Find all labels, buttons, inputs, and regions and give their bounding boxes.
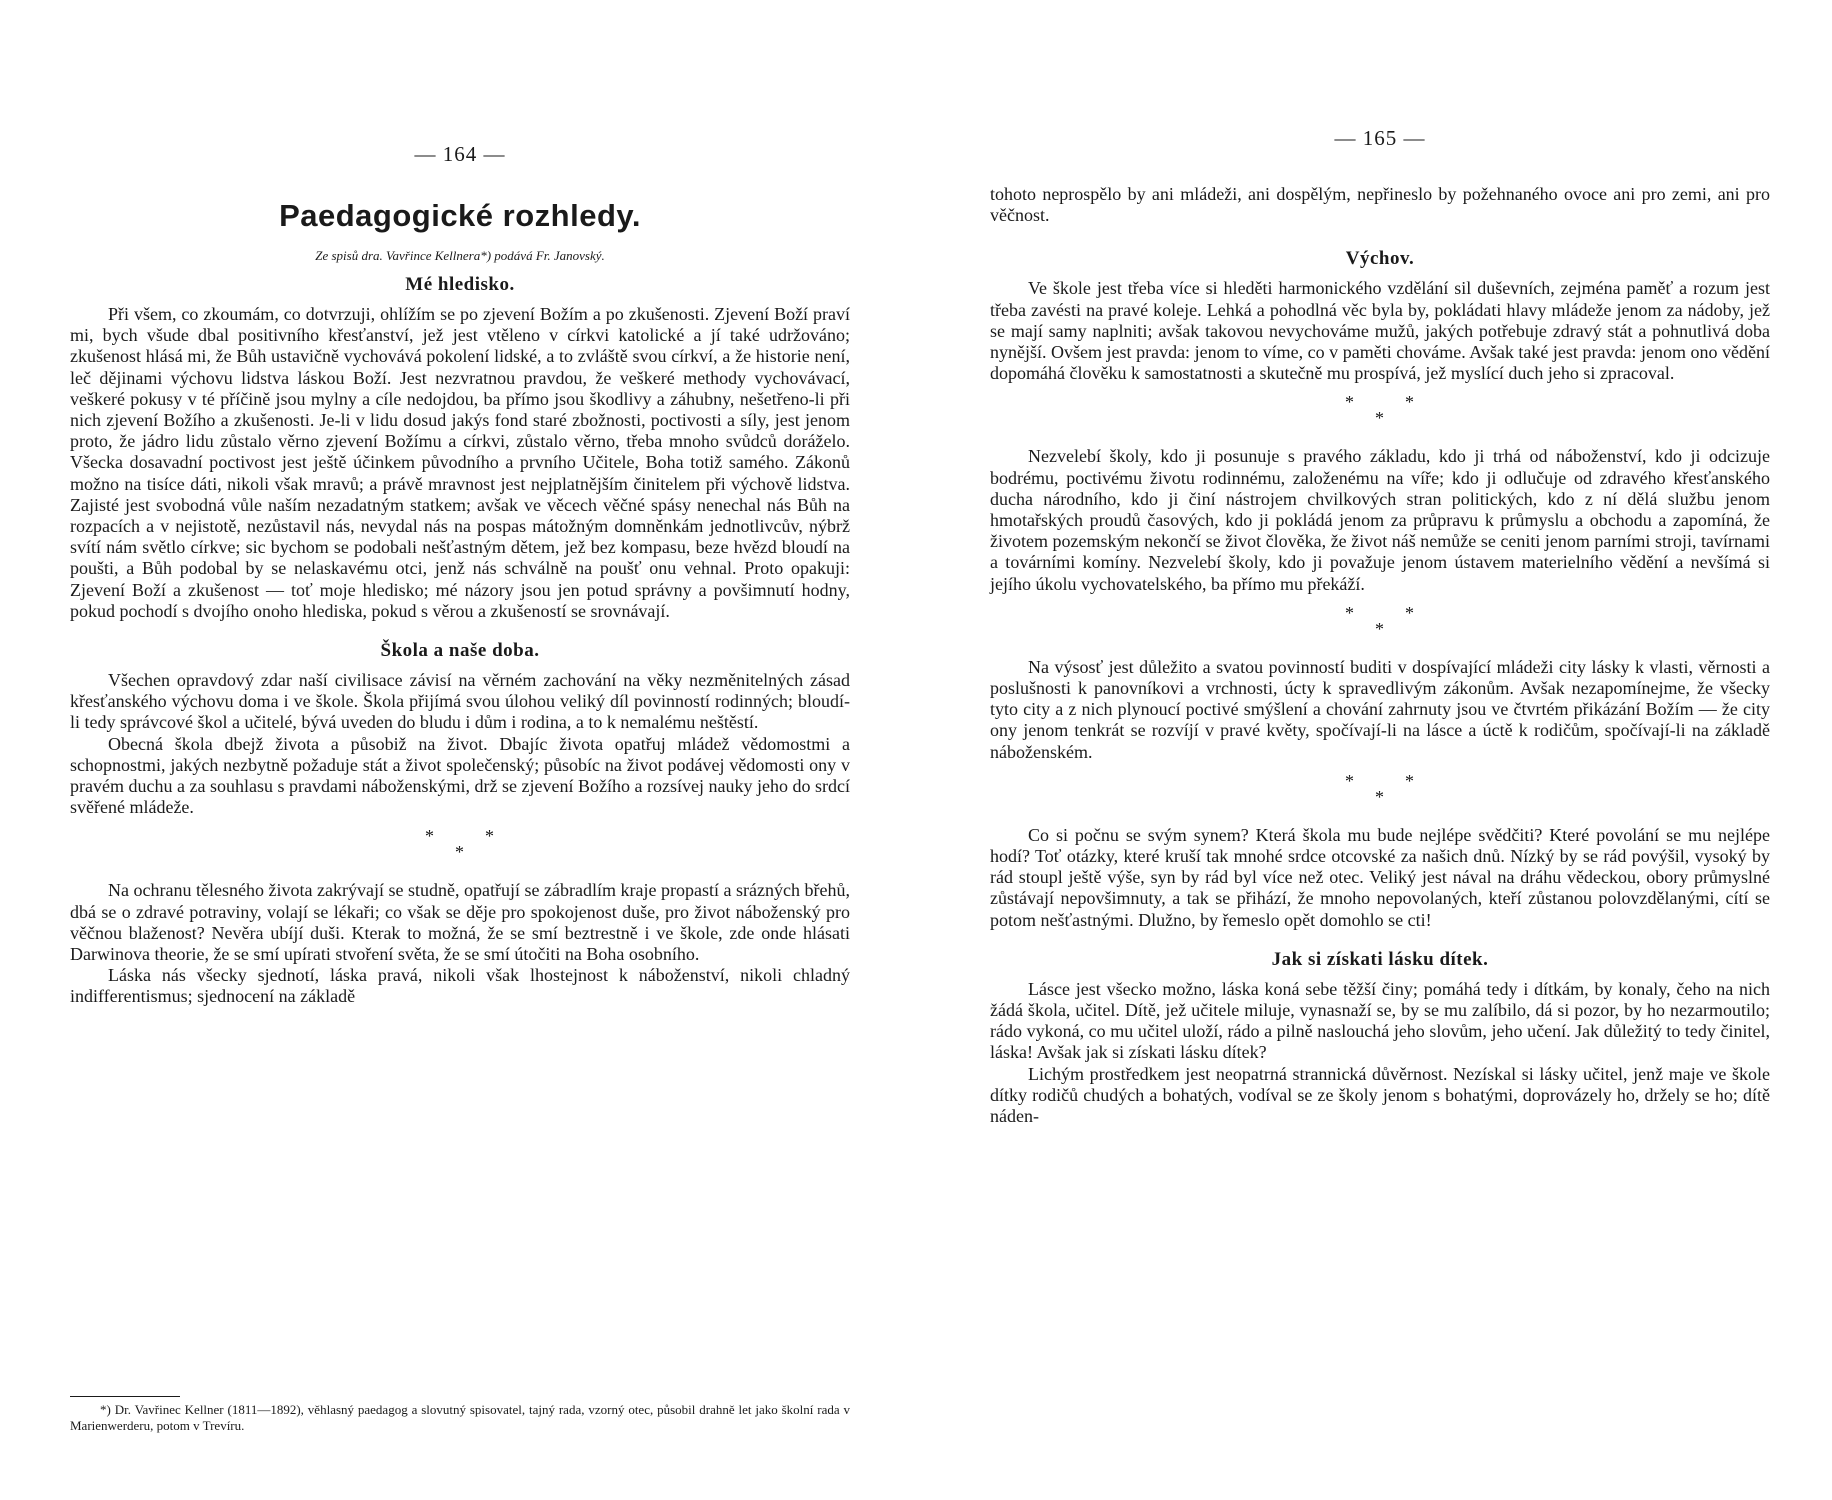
paragraph: Na výsosť jest důležito a svatou povinností buditi v dospívající mládeži city lásky k vlasti, věrnosti a poslušnosti k panovníkovi a vrchnosti, úcty k spravedlivým zákonům. Avšak nezapomínejme, že všecky tyto city a z nich plynoucí poctivé smýšlení a chování zahrnuty jsou ve čtvrtém přikázání Božím — že city ony jenom tenkrát se rozvíjí v pravé květy, spočívají-li na lásce a úctě k rodičům, spočívají-li na základě náboženském. [990, 656, 1770, 762]
asterisk: * [1345, 392, 1354, 413]
asterisk: * [1375, 408, 1384, 429]
paragraph: Ve škole jest třeba více si hleděti harmonického vzdělání sil duševních, zejména paměť a rozum jest třeba zavésti na pravé koleje. Lehká a pohodlná věc byla by, pokládati hlavy mládeže jenom za nádoby, jež se mají samy naplniti; avšak takovou nevychováme mužů, jakých potřebuje zdravý stát a pohnutlivá doba nynější. Ovšem jest pravda: jenom to víme, co v paměti chováme. Avšak také jest pravda: jenom ono vědění dopomáhá člověku k samostatnosti a skutečně mu prospívá, jež myslící duch jeho si zpracoval. [990, 278, 1770, 384]
paragraph: Všechen opravdový zdar naší civilisace závisí na věrném zachování na věky nezměnitelných zásad křesťanského výchovu doma i ve škole. Škola přijímá svou úlohou veliký díl povinností rodinných; bloudí-li tedy správcové škol a učitelé, bývá uveden do bludu i dům i rodina, a to k nemalému neštěstí. [70, 670, 850, 733]
section-divider-asterisks [990, 603, 1770, 643]
right-page-body [990, 184, 1770, 1127]
asterisk: * [1375, 618, 1384, 639]
section-heading-vychov: Výchov. [1345, 248, 1415, 270]
paragraph: Lásce jest všecko možno, láska koná sebe těžší činy; pomáhá tedy i dítkám, by konaly, čeho na nich žádá škola, učitel. Dítě, jež učitele miluje, vynasnaží se, by se mu zalíbilo, dá si pozor, by ho nezarmoutilo; rádo vykoná, co mu učitel uloží, rádo a pilně naslouchá jeho slovům, jeho učení. Jak důležitý to tedy činitel, láska! Avšak jak si získati lásku dítek? [990, 978, 1770, 1063]
page-number-right: — 165 — [1334, 126, 1426, 150]
article-byline: Ze spisů dra. Vavřince Kellnera*) podává Fr. Janovský. [315, 248, 605, 263]
section-divider-asterisks [70, 826, 850, 866]
paragraph-continuation: tohoto neprospělo by ani mládeži, ani dospělým, nepřineslo by požehnaného ovoce ani pro zemi, ani pro věčnost. [990, 184, 1770, 226]
footnote: *) Dr. Vavřinec Kellner (1811—1892), věhlasný paedagog a slovutný spisovatel, tajný rada, vzorný otec, působil drahně let jako školní rada v Marienwerderu, potom v Trevíru. [70, 1402, 850, 1433]
asterisk: * [455, 842, 464, 863]
footnote-rule [70, 1396, 180, 1397]
article-title: Paedagogické rozhledy. [279, 198, 641, 233]
section-heading-skola-a-nase-doba: Škola a naše doba. [380, 640, 540, 662]
paragraph: Nezvelebí školy, kdo ji posunuje s pravého základu, kdo ji trhá od náboženství, kdo ji odcizuje bodrému, poctivému životu rodinnému, založenému na víře; kdo ji odlučuje od zdravého křesťanského ducha národního, kdo ji činí nástrojem chvilkových stran politických, kdo z ní dělá službu jenom hmotařských proudů časových, kdo ji pokládá jenom za průpravu k průmyslu a obchodu a zapomíná, že životem pozemským nekončí se život člověka, že život náš nemůže se ceniti jenom parními stroji, tavírnami a továrními komíny. Nezvelebí školy, kdo ji považuje jenom ústavem materielního vědění a nevšímá si jejího úkolu vychovatelského, ba přímo mu překáží. [990, 446, 1770, 594]
section-divider-asterisks [990, 771, 1770, 811]
asterisk: * [1405, 602, 1414, 623]
paragraph: Láska nás všecky sjednotí, láska pravá, nikoli však lhostejnost k náboženství, nikoli chladný indifferentismus; sjednocení na základě [70, 965, 850, 1007]
paragraph: Na ochranu tělesného života zakrývají se studně, opatřují se zábradlím kraje propastí a srázných břehů, dbá se o zdravé potraviny, volají se lékaři; co však se děje pro spokojenost duše, pro život náboženský pro věčnou blaženost? Nevěra ubíjí duši. Kterak to možná, že se smí beztrestně i ve škole, zde onde hlásati Darwinova theorie, že se smí upírati stvoření světa, že se smí útočiti na Boha osobního. [70, 880, 850, 965]
section-heading-me-hledisko: Mé hledisko. [405, 274, 515, 295]
paragraph: Co si počnu se svým synem? Která škola mu bude nejlépe svědčiti? Které povolání se mu nejlépe hodí? Toť otázky, které kruší tak mnohé srdce otcovské za našich dnů. Nízký by se rád povýšil, vysoký by rád stoupl ještě výše, syn by rád byl více než otec. Veliký jest nával na dráhu vědeckou, obory průmyslné zůstávají nepovšimnuty, a tak se přihází, že mnoho nepovolaných, kteří zůstanou polovzdělanými, cítí se potom nešťastnými. Dlužno, by řemeslo opět domohlo se cti! [990, 824, 1770, 930]
paragraph: Lichým prostředkem jest neopatrná strannická důvěrnost. Nezískal si lásky učitel, jenž maje ve škole dítky rodičů chudých a bohatých, vodíval se ze školy jenom s bohatými, doprovázely ho, držely se ho; dítě náden- [990, 1063, 1770, 1127]
asterisk: * [425, 826, 434, 847]
asterisk: * [1405, 770, 1414, 791]
asterisk: * [1375, 786, 1384, 807]
left-page-body [70, 198, 850, 1008]
section-divider-asterisks [990, 392, 1770, 432]
asterisk: * [1345, 602, 1354, 623]
paragraph: Při všem, co zkoumám, co dotvrzuji, ohlížím se po zjevení Božím a po zkušenosti. Zjevení Boží praví mi, bych všude dbal positivního křesťanství, jež jest vtěleno v církvi katolické a jí také udržováno; zkušenost hlásá mi, že Bůh ustavičně vychovává pokolení lidské, a to zvláště svou církví, a že historie není, leč dějinami výchovu lidstva láskou Boží. Jest nezvratnou pravdou, že veškeré methody vychovávací, veškeré pokusy v té příčině jsou mylny a cíle nedojdou, ba přímo jsou škodlivy a záhubny, nešetřeno-li při nich zjevení Božího a zkušenosti. Je-li v lidu dosud jakýs fond staré zbožnosti, poctivosti a síly, jest jenom proto, že jádro lidu zůstalo věrno zjevení Božímu a církvi, zůstalo věrno, třeba mnoho svůdců doráželo. Všecka dosavadní poctivost jest ještě účinkem původního a prvního Učitele, Boha totiž samého. Zákonů možno na tisíce dáti, nikoli však mravů; a právě mravnost jest nejplatnějším činitelem při výchově lidstva. Zajisté jest svobodná vůle naším nezadatným statkem; avšak ve věcech věčné spásy nenechal nás Bůh na rozpacích a v nejistotě, nezůstavil nás, nevydal nás na pospas mátožným domněnkám jednotlivcův, nýbrž svítí nám světlo církve; sic bychom se podobali nešťastným dětem, jež bez kompasu, beze hvězd bloudí na poušti, a Bůh podobal by se nelaskavému otci, jenž nás schválně na poušť onu vehnal. Proto opakuji: Zjevení Boží a zkušenost — toť moje hledisko; mé názory jsou jen potud správny a povšimnutí hodny, pokud pochodí s dvojího onoho hlediska, pokud s věrou a zkušeností se srovnávají. [70, 304, 850, 621]
asterisk: * [1345, 770, 1354, 791]
asterisk: * [1405, 392, 1414, 413]
paragraph: Obecná škola dbejž života a působiž na život. Dbajíc života opatřuj mládež vědomostmi a schopnostmi, jakých nezbytně požaduje stát a život společenský; působíc na život podávej vědomosti ony v pravém duchu a za souhlasu s pravdami náboženskými, drž se zjevení Božího a rozsívej nauky jeho do srdcí svěřené mládeže. [70, 733, 850, 818]
asterisk: * [485, 826, 494, 847]
section-heading-jak-si-ziskati-lasku-ditek: Jak si získati lásku dítek. [1271, 948, 1489, 970]
page-number-left: — 164 — [414, 142, 506, 166]
